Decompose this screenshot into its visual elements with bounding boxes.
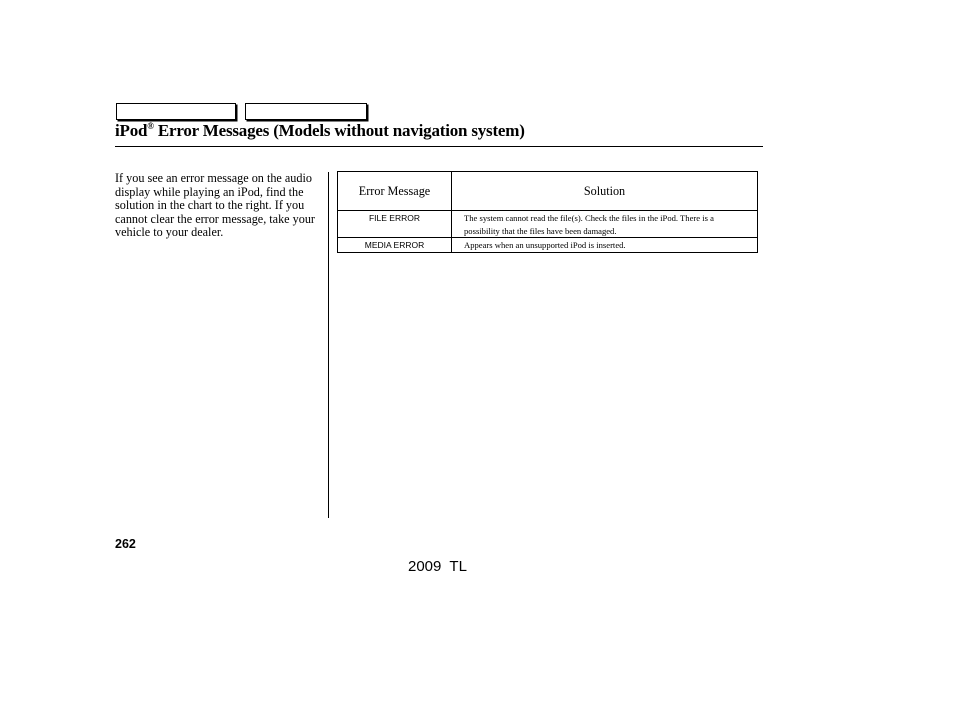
title-prefix: iPod [115, 121, 148, 140]
intro-paragraph: If you see an error message on the audio display while playing an iPod, find the solution in the chart to the right. If you cannot clear the error message, take your vehicle to your dealer. [115, 171, 315, 240]
table-header-row [338, 172, 758, 211]
header-error-message: Error Message [338, 172, 452, 211]
column-divider [328, 172, 329, 518]
solution-cell: Appears when an unsupported iPod is inserted. [452, 238, 758, 253]
page-title [115, 121, 525, 141]
table-row [338, 238, 758, 253]
registered-mark: ® [147, 121, 154, 131]
title-rest: Error Messages (Models without navigation system) [153, 121, 525, 140]
section-tab-box-2 [245, 103, 367, 120]
error-code-cell: MEDIA ERROR [338, 238, 452, 253]
header-solution: Solution [452, 172, 758, 211]
solution-cell: The system cannot read the file(s). Check the files in the iPod. There is a possibility that the files have been damaged. [452, 211, 758, 238]
page-number: 262 [115, 537, 136, 551]
title-rule [115, 146, 763, 147]
model-label: 2009 TL [408, 558, 467, 575]
table-row [338, 211, 758, 238]
section-tab-box-1 [116, 103, 236, 120]
error-code-cell: FILE ERROR [338, 211, 452, 238]
error-message-table [337, 171, 758, 253]
